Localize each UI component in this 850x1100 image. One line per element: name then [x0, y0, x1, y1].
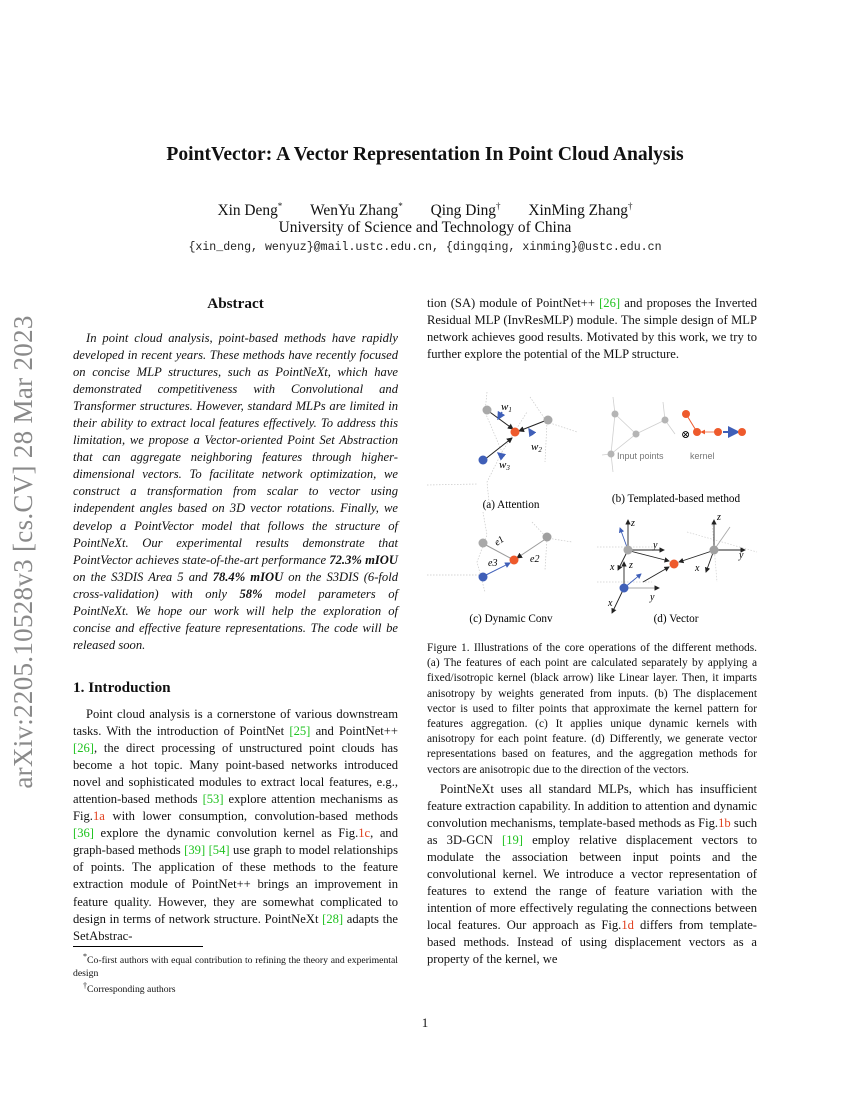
neighbor-point: [624, 546, 633, 555]
footnote-mark: †: [83, 981, 88, 991]
input-point: [662, 417, 669, 424]
aggregation-arrow: [643, 567, 669, 582]
section-heading-introduction: 1. Introduction: [73, 679, 171, 696]
figure-caption: Figure 1. Illustrations of the core operations of the different methods. (a) The features of each point are calculated separately by applying a fixed/isotropic kernel (black arrow) like Linear layer. Then, it imparts anisotropy by weights generated from inputs. (b) The displacement vector is used to filter points that approximate the kernel pattern for features aggregation. (c) It applies unique dynamic kernels with anisotropy for each point feature. (d) Differently, we generate vector representations based on features, and the aggregation methods for vectors are anisotropic due to the direction of the vectors.: [427, 642, 757, 776]
page-number: 1: [421, 1015, 429, 1030]
kernel-point: [682, 410, 690, 418]
figure-ref-link[interactable]: 1a: [92, 809, 105, 824]
abstract-highlight: 78.4% mIOU: [212, 569, 284, 584]
neighbor-point-blue: [620, 584, 629, 593]
abstract-text: on the S3DIS (6-fold cross-validation) with only: [73, 569, 398, 601]
subfigure-attention: [427, 392, 577, 511]
body-text: adapts the SetAbstrac-: [73, 911, 398, 943]
abstract-highlight: 58%: [239, 586, 263, 601]
axis-label-y: y: [739, 550, 744, 561]
axis-label-z: z: [629, 560, 633, 571]
kernel-label-e2: e2: [530, 554, 540, 565]
footnote: [73, 980, 398, 997]
axis-label-x: x: [610, 562, 615, 573]
citation-link[interactable]: [53]: [202, 792, 224, 807]
body-text: , and graph-based methods: [73, 826, 398, 858]
author: [218, 202, 283, 219]
author-list: [0, 201, 850, 220]
footnotes: [73, 951, 398, 997]
citation-link[interactable]: [19]: [502, 833, 523, 848]
author-name: WenYu Zhang: [310, 202, 399, 220]
abstract-highlight: 72.3% mIOU: [329, 552, 398, 567]
body-text: explore attention mechanisms as Fig.: [73, 792, 398, 824]
author-name: Qing Ding: [430, 202, 497, 220]
axis-label-x: x: [608, 598, 613, 609]
body-text: , the direct processing of unstructured point clouds has become a hot topic. Many point-based networks introduced novel and sophisticated modules to extract local features, e.g., attention-based methods: [73, 741, 398, 807]
weight-arrow: [529, 429, 533, 435]
body-text: Point cloud analysis is a cornerstone of various downstream tasks. With the introduction of PointNet: [73, 707, 398, 739]
author: [528, 202, 632, 219]
body-text: and proposes the Inverted Residual MLP (InvResMLP) module. The simple design of MLP network achieves good results. Motivated by this work, we try to further explore the potential of the MLP structure.: [427, 296, 757, 362]
author-mark: †: [627, 201, 633, 211]
subfigure-vector: [597, 512, 757, 625]
figure-ref-link[interactable]: 1b: [718, 816, 731, 831]
neighbor-point-blue: [479, 573, 488, 582]
citation-link[interactable]: [28]: [322, 911, 344, 926]
figure-ref-link[interactable]: 1c: [358, 826, 371, 841]
label-input-points: Input points: [617, 451, 664, 461]
footnote-rule: [73, 946, 203, 947]
introduction-paragraph: [73, 706, 398, 945]
label-kernel: kernel: [690, 451, 715, 461]
body-text: use graph to model relationships of points. The application of these methods to the feature extraction module of PointNet++ brings an improvement in feature quality. However, they are somewhat complicated to design in terms of network structure. PointNeXt: [73, 843, 399, 926]
continued-paragraph: [427, 295, 757, 363]
input-point: [608, 451, 615, 458]
footnote-text: Corresponding authors: [87, 984, 176, 996]
input-point: [612, 411, 619, 418]
subfigure-dynamic-conv: [427, 512, 572, 625]
axis-label-y: y: [650, 592, 655, 603]
kernel-point: [738, 428, 746, 436]
aggregation-arrow: [679, 551, 712, 562]
kernel-label-e1: e1: [492, 534, 507, 549]
kernel-point: [714, 428, 722, 436]
footnote: [73, 951, 398, 980]
weight-arrow: [498, 453, 503, 457]
figure-1: [427, 392, 762, 632]
subcaption-d: (d) Vector: [653, 613, 699, 625]
weight-label-w2: w2: [531, 441, 542, 454]
body-text: such as 3D-GCN: [427, 816, 758, 848]
body-text: and PointNet++: [310, 724, 398, 739]
abstract-text: In point cloud analysis, point-based methods have rapidly developed in recent years. These methods have recently focused on concise MLP structures, such as PointNeXt, which have demonstrated competitiveness with Convolutional and Transformer structures. However, standard MLPs are limited in their ability to extract local features effectively. To address this limitation, we propose a Vector-oriented Point Set Abstraction that can aggregate neighboring features through higher-dimensional vectors. To facilitate network optimization, we construct a transformation from scalar to vector using independent angles based on 3D vector rotations. Finally, we develop a PointVector model that follows the structure of PointNeXt. Our experimental results demonstrate that PointVector achieves state-of-the-art performance: [73, 331, 398, 567]
otimes-symbol: ⊗: [681, 429, 691, 441]
body-text: with lower consumption, convolution-based methods: [104, 809, 398, 824]
weight-label-w3: w3: [499, 459, 510, 472]
kernel-arrow: [484, 438, 512, 460]
footnote-mark: *: [83, 952, 88, 961]
author-mark: †: [496, 201, 501, 211]
subcaption-a: (a) Attention: [482, 499, 540, 511]
center-point: [670, 560, 679, 569]
figure-ref-link[interactable]: 1d: [621, 918, 634, 933]
aggregation-arrow: [630, 551, 669, 561]
subcaption-b: (b) Templated-based method: [611, 493, 741, 505]
neighbor-point: [543, 533, 552, 542]
author: [431, 202, 501, 219]
center-point: [511, 428, 520, 437]
citation-link[interactable]: [54]: [208, 843, 230, 858]
axis-label-y: y: [653, 540, 658, 551]
abstract-text: model parameters of PointNeXt. We hope our work will help the exploration of concise and effective feature representations. The code will be released soon.: [73, 586, 399, 652]
weight-label-w1: w1: [501, 401, 512, 414]
arxiv-stamp: arXiv:2205.10528v3 [cs.CV] 28 Mar 2023: [8, 315, 38, 789]
footnote-text: Co-first authors with equal contribution to refining the theory and experimental design: [73, 955, 398, 979]
center-point: [510, 556, 519, 565]
body-text: differs from template-based methods. Instead of using displacement vectors as a property of the kernel, we: [427, 918, 757, 967]
citation-link[interactable]: [25]: [289, 724, 311, 739]
affiliation: University of Science and Technology of China: [278, 219, 572, 236]
kernel-label-e3: e3: [488, 558, 498, 569]
neighbor-point: [544, 416, 553, 425]
author-emails: {xin_deng, wenyuz}@mail.ustc.edu.cn, {dingqing, xinming}@ustc.edu.cn: [188, 241, 662, 254]
author-name: Xin Deng: [217, 202, 278, 220]
axis-label-z: z: [717, 512, 721, 523]
body-text: tion (SA) module of PointNet++: [427, 296, 600, 310]
author: [310, 202, 403, 219]
body-text: explore the dynamic convolution kernel as Fig.: [93, 826, 359, 841]
subcaption-c: (c) Dynamic Conv: [469, 613, 553, 625]
input-point: [633, 431, 640, 438]
body-paragraph: [427, 781, 757, 969]
abstract-text: on the S3DIS Area 5 and: [73, 569, 213, 584]
paper-title: PointVector: A Vector Representation In Point Cloud Analysis: [166, 144, 684, 165]
abstract-body: [73, 330, 398, 654]
axis-label-x: x: [695, 563, 700, 574]
neighbor-point-blue: [479, 456, 488, 465]
neighbor-point: [479, 539, 488, 548]
author-mark: *: [277, 201, 283, 211]
neighbor-point: [483, 406, 492, 415]
body-text: PointNeXt uses all standard MLPs, which has insufficient feature extraction capability. In addition to attention and dynamic convolution mechanisms, template-based methods as Fig.: [427, 782, 757, 831]
subfigure-template: [602, 397, 746, 505]
kernel-arrow: [519, 420, 547, 431]
citation-link[interactable]: [26]: [599, 296, 621, 310]
kernel-point: [693, 428, 701, 436]
citation-link[interactable]: [36]: [73, 826, 94, 841]
body-text: employ relative displacement vectors to modulate the association between input points and the convolutional kernel. We introduce a vector representation of features to extend the range of feature variation with the intention of more effectively regulating the connections between local features. Our approach as Fig.: [427, 833, 757, 933]
author-mark: *: [398, 201, 403, 211]
weight-arrow: [498, 412, 502, 419]
abstract-heading: Abstract: [207, 295, 264, 312]
author-name: XinMing Zhang: [528, 202, 628, 220]
citation-link[interactable]: [39]: [184, 843, 206, 858]
citation-link[interactable]: [26]: [73, 741, 94, 756]
axis-label-z: z: [631, 518, 635, 529]
neighbor-point: [710, 546, 719, 555]
